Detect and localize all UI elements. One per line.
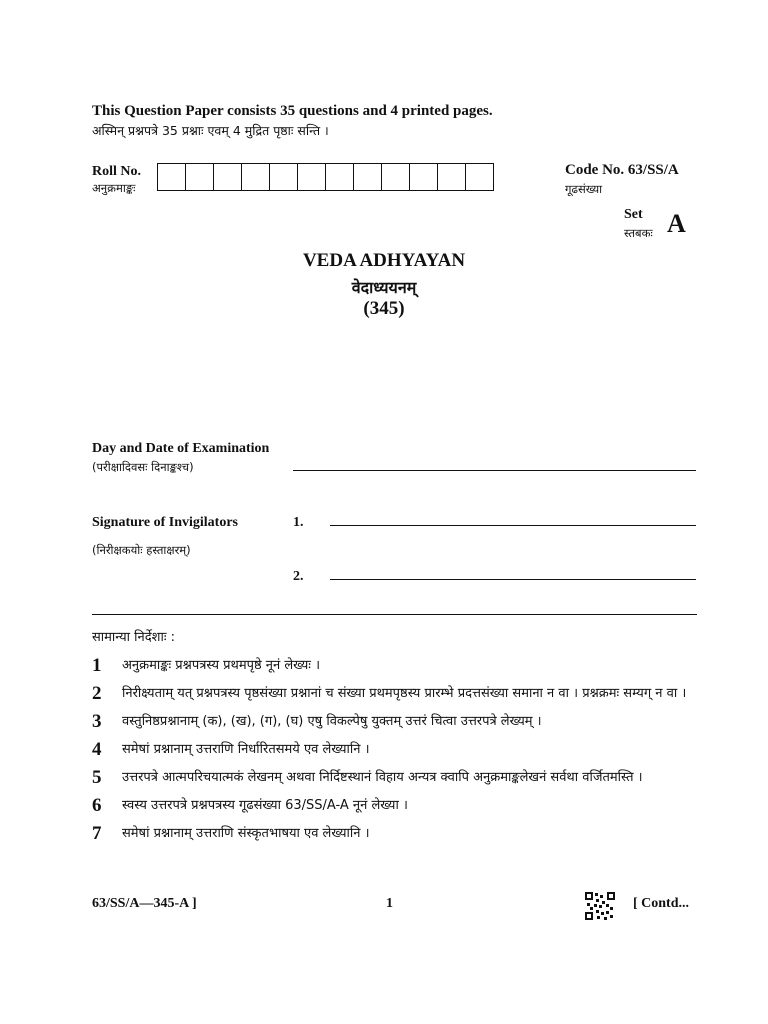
instruction-number: 5 [92,767,102,788]
header-line-english: This Question Paper consists 35 questions and 4 printed pages. [92,103,493,119]
instruction-item [92,823,698,845]
exam-date-label-hindi: (परीक्षादिवसः दिनाङ्कश्च) [92,460,194,474]
exam-date-label-english: Day and Date of Examination [92,441,270,456]
continued-label: [ Contd... [633,896,690,911]
roll-number-label [92,163,141,197]
roll-number-box[interactable] [381,163,410,191]
instruction-text: निरीक्ष्यताम् यत् प्रश्नपत्रस्य पृष्ठसंख्या प्रश्नानां च संख्या प्रथमपृष्ठस्य प्रारम्भे प्रदत्तसंख्या समाना न वा । प्रश्नक्रमः सम्यग् न वा । [122,686,687,701]
subject-title-english: VEDA ADHYAYAN [302,250,466,271]
instruction-item [92,683,698,705]
set-label-hindi: स्तबकः [624,226,653,240]
instruction-text: समेषां प्रश्नानाम् उत्तराणि संस्कृतभाषया एव लेख्यानि । [122,826,370,841]
invigilators-label-english: Signature of Invigilators [92,515,238,530]
instruction-number: 2 [92,683,102,704]
instruction-item [92,795,698,817]
general-instructions [92,627,698,851]
roll-number-box[interactable] [241,163,270,191]
exam-date-line[interactable] [293,470,696,471]
instruction-number: 6 [92,795,102,816]
instruction-number: 1 [92,655,102,676]
instruction-item [92,711,698,733]
roll-number-box[interactable] [409,163,438,191]
roll-number-box[interactable] [465,163,494,191]
roll-number-box[interactable] [325,163,354,191]
instruction-text: उत्तरपत्रे आत्मपरिचयात्मकं लेखनम् अथवा निर्दिष्टस्थानं विहाय अन्यत्र क्वापि अनुक्रमाङ्कलेखनं सर्वथा वर्जितमस्ति । [122,770,643,785]
code-label-english: Code No. 63/SS/A [565,162,679,178]
subject-code: (345) [363,298,405,319]
footer-code: 63/SS/A—345-A ] [92,896,197,911]
invigilators-label-hindi: (निरीक्षकयोः हस्ताक्षरम्) [92,543,191,557]
instruction-number: 3 [92,711,102,732]
instruction-item [92,655,698,677]
invigilator-2-number: 2. [293,569,304,584]
instruction-text: अनुक्रमाङ्कः प्रश्नपत्रस्य प्रथमपृष्ठे नूनं लेख्यः । [122,658,320,673]
set-label [624,206,653,242]
subject-title-hindi: वेदाध्ययनम् [351,278,417,297]
roll-number-box[interactable] [353,163,382,191]
roll-number-box[interactable] [213,163,242,191]
header-line-hindi: अस्मिन् प्रश्नपत्रे 35 प्रश्नाः एवम् 4 मुद्रित पृष्ठाः सन्ति । [92,123,329,138]
qr-code-icon [585,892,615,920]
instruction-number: 7 [92,823,102,844]
invigilator-1-number: 1. [293,515,304,530]
roll-number-box[interactable] [157,163,186,191]
roll-label-hindi: अनुक्रमाङ्कः [92,181,136,195]
invigilator-2-signature-line[interactable] [330,579,696,580]
roll-label-english: Roll No. [92,164,141,179]
code-label-hindi: गूढसंख्या [565,182,603,196]
exam-date-label [92,440,269,476]
instruction-text: स्वस्य उत्तरपत्रे प्रश्नपत्रस्य गूढसंख्या 63/SS/A-A नूनं लेख्या । [122,798,408,813]
set-value: A [667,209,686,238]
section-divider [92,614,697,615]
paper-header [92,102,493,140]
instructions-list [92,655,698,845]
invigilator-1-signature-line[interactable] [330,525,696,526]
roll-number-box[interactable] [185,163,214,191]
roll-number-box[interactable] [297,163,326,191]
roll-number-box[interactable] [269,163,298,191]
instruction-text: समेषां प्रश्नानाम् उत्तराणि निर्धारितसमये एव लेख्यानि । [122,742,370,757]
instruction-item [92,767,698,789]
instruction-number: 4 [92,739,102,760]
instruction-item [92,739,698,761]
instruction-text: वस्तुनिष्ठप्रश्नानाम् (क), (ख), (ग), (घ) एषु विकल्पेषु युक्तम् उत्तरं चित्वा उत्तरपत्रे लेख्यम् । [122,714,542,729]
code-number [565,161,679,199]
roll-number-boxes[interactable] [158,163,494,191]
set-label-english: Set [624,207,643,222]
page-number: 1 [386,896,393,911]
instructions-heading: सामान्या निर्देशाः : [92,630,176,645]
roll-number-box[interactable] [437,163,466,191]
